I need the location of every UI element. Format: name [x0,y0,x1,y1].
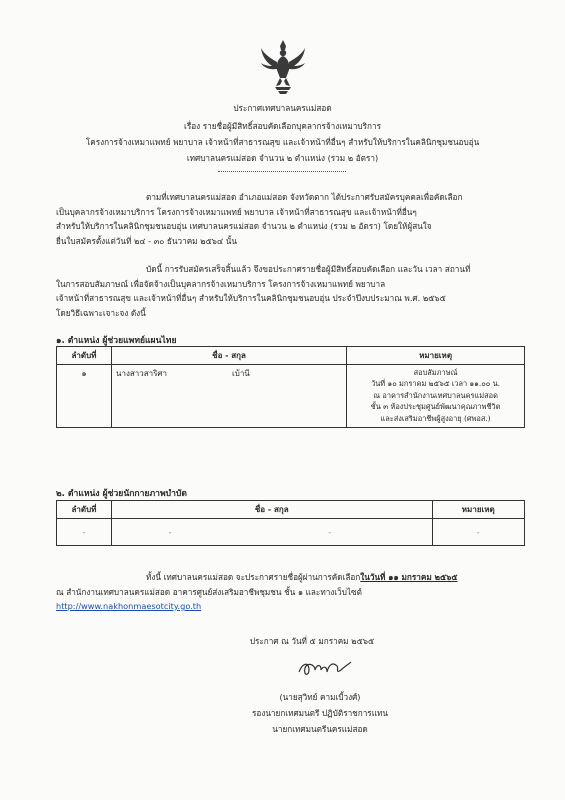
cell-remark [347,365,525,428]
signer-title-1: รองนายกเทศมนตรี ปฏิบัติราชการแทน [252,708,388,718]
subject-line: เรื่อง รายชื่อผู้มีสิทธิ์สอบคัดเลือกบุคลากรจ้างเหมาบริการ [184,121,381,131]
remark-line: วันที่ ๑๐ มกราคม ๒๕๖๕ เวลา ๑๑.๐๐ น. [371,379,500,389]
paragraph-line: โดยวิธีเฉพาะเจาะจง ดังนี้ [56,307,146,318]
closing-line [56,570,526,585]
table-row [57,365,525,428]
paragraph-line: ตามที่เทศบาลนครแม่สอด อำเภอแม่สอด จังหวัดตาก ได้ประกาศรับสมัครบุคคลเพื่อคัดเลือก [146,192,463,202]
cell-no: ๑ [57,365,112,428]
cell-no: - [57,519,112,546]
garuda-emblem-icon [258,38,308,96]
closing-paragraph [56,570,526,614]
closing-text: ทั้งนี้ เทศบาลนครแม่สอด จะประกาศรายชื่อผู้ผ่านการคัดเลือก [146,572,361,582]
col-header-no: ลำดับที่ [57,347,112,365]
remark-line: ณ อาคารสำนักงานเทศบาลนครแม่สอด [373,390,498,400]
paragraph-line: ในการสอบสัมภาษณ์ เพื่อจัดจ้างเป็นบุคลากรจ้างเหมาบริการ โครงการจ้างเหมาแพทย์ พยาบาล [56,278,386,289]
divider [218,171,346,172]
closing-line [56,599,526,614]
section2-table [56,500,525,546]
cell-first-name: นางสาวสาริศา [112,365,229,428]
paragraph-line: สำหรับให้บริการในคลินิกชุมชนอบอุ่น เทศบาลนครแม่สอด จำนวน ๒ ตำแหน่ง (รวม ๒ อัตรา) โดยให้ผู้สนใจ [56,221,432,231]
signer-title-2: นายกเทศมนตรีนครแม่สอด [272,724,368,734]
positions-line: เทศบาลนครแม่สอด จำนวน ๒ ตำแหน่ง (รวม ๒ อัตรา) [186,153,379,163]
signer-name: (นายสุวิทย์ คามเบี้วงศ์) [279,692,361,702]
project-line: โครงการจ้างเหมาแพทย์ พยาบาล เจ้าหน้าที่สาธารณสุข และเจ้าหน้าที่อื่นๆ สำหรับให้บริการในคลินิกชุมชนอบอุ่น [85,137,480,147]
paragraph-details [56,262,526,320]
section1-title: ๑. ตำแหน่ง ผู้ช่วยแพทย์แผนไทย [56,336,177,346]
signature-icon [295,656,355,682]
cell-last-name: เบ้านี [228,365,347,428]
cell-remark: - [432,519,525,546]
section2-title: ๒. ตำแหน่ง ผู้ช่วยนักกายภาพบำบัด [56,489,187,499]
table-header-row [57,347,525,365]
col-header-name: ชื่อ - สกุล [112,501,433,519]
remark-line: สอบสัมภาษณ์ [413,368,458,377]
cell-last-name: - [228,519,432,546]
paragraph-line: บัดนี้ การรับสมัครเสร็จสิ้นแล้ว จึงขอประกาศรายชื่อผู้มีสิทธิ์สอบคัดเลือก และวัน เวลา สถานที่ [146,264,471,274]
closing-line: ณ สำนักงานเทศบาลนครแม่สอด อาคารศูนย์ส่งเสริมอาชีพชุมชน ชั้น ๑ และทางเว็บไซต์ [56,586,362,597]
website-link[interactable]: http://www.nakhonmaesotcity.go.th [56,601,202,611]
announce-date: ในวันที่ ๑๑ มกราคม ๒๕๖๕ [360,572,458,582]
section1-table [56,346,525,428]
table-row [57,519,525,546]
paragraph-line: เจ้าหน้าที่สาธารณสุข และเจ้าหน้าที่อื่นๆ สำหรับให้บริการในคลินิกชุมชนอบอุ่น ประจำปีงบประมาณ พ.ศ. ๒๕๖๕ [56,293,446,303]
remark-line: และส่งเสริมอาชีพผู้สูงอายุ (ศพอส.) [380,413,491,423]
announcement-date: ประกาศ ณ วันที่ ๕ มกราคม ๒๕๖๕ [249,636,375,646]
remark-line: ชั้น ๓ ห้องประชุมศูนย์พัฒนาคุณภาพชีวิต [370,402,501,412]
table-header-row [57,501,525,519]
col-header-name: ชื่อ - สกุล [112,347,347,365]
col-header-remark: หมายเหตุ [347,347,525,365]
col-header-remark: หมายเหตุ [432,501,525,519]
org-title: ประกาศเทศบาลนครแม่สอด [233,103,332,113]
paragraph-line: เป็นบุคลากรจ้างเหมาบริการ โครงการจ้างเหมาแพทย์ พยาบาล เจ้าหน้าที่สาธารณสุข และเจ้าหน้าที่อื่นๆ [56,206,417,217]
col-header-no: ลำดับที่ [57,501,112,519]
paragraph-line: ยื่นใบสมัครตั้งแต่วันที่ ๒๔ - ๓๐ ธันวาคม ๒๕๖๔ นั้น [56,235,237,246]
cell-first-name: - [112,519,229,546]
paragraph-announcement [56,190,526,248]
